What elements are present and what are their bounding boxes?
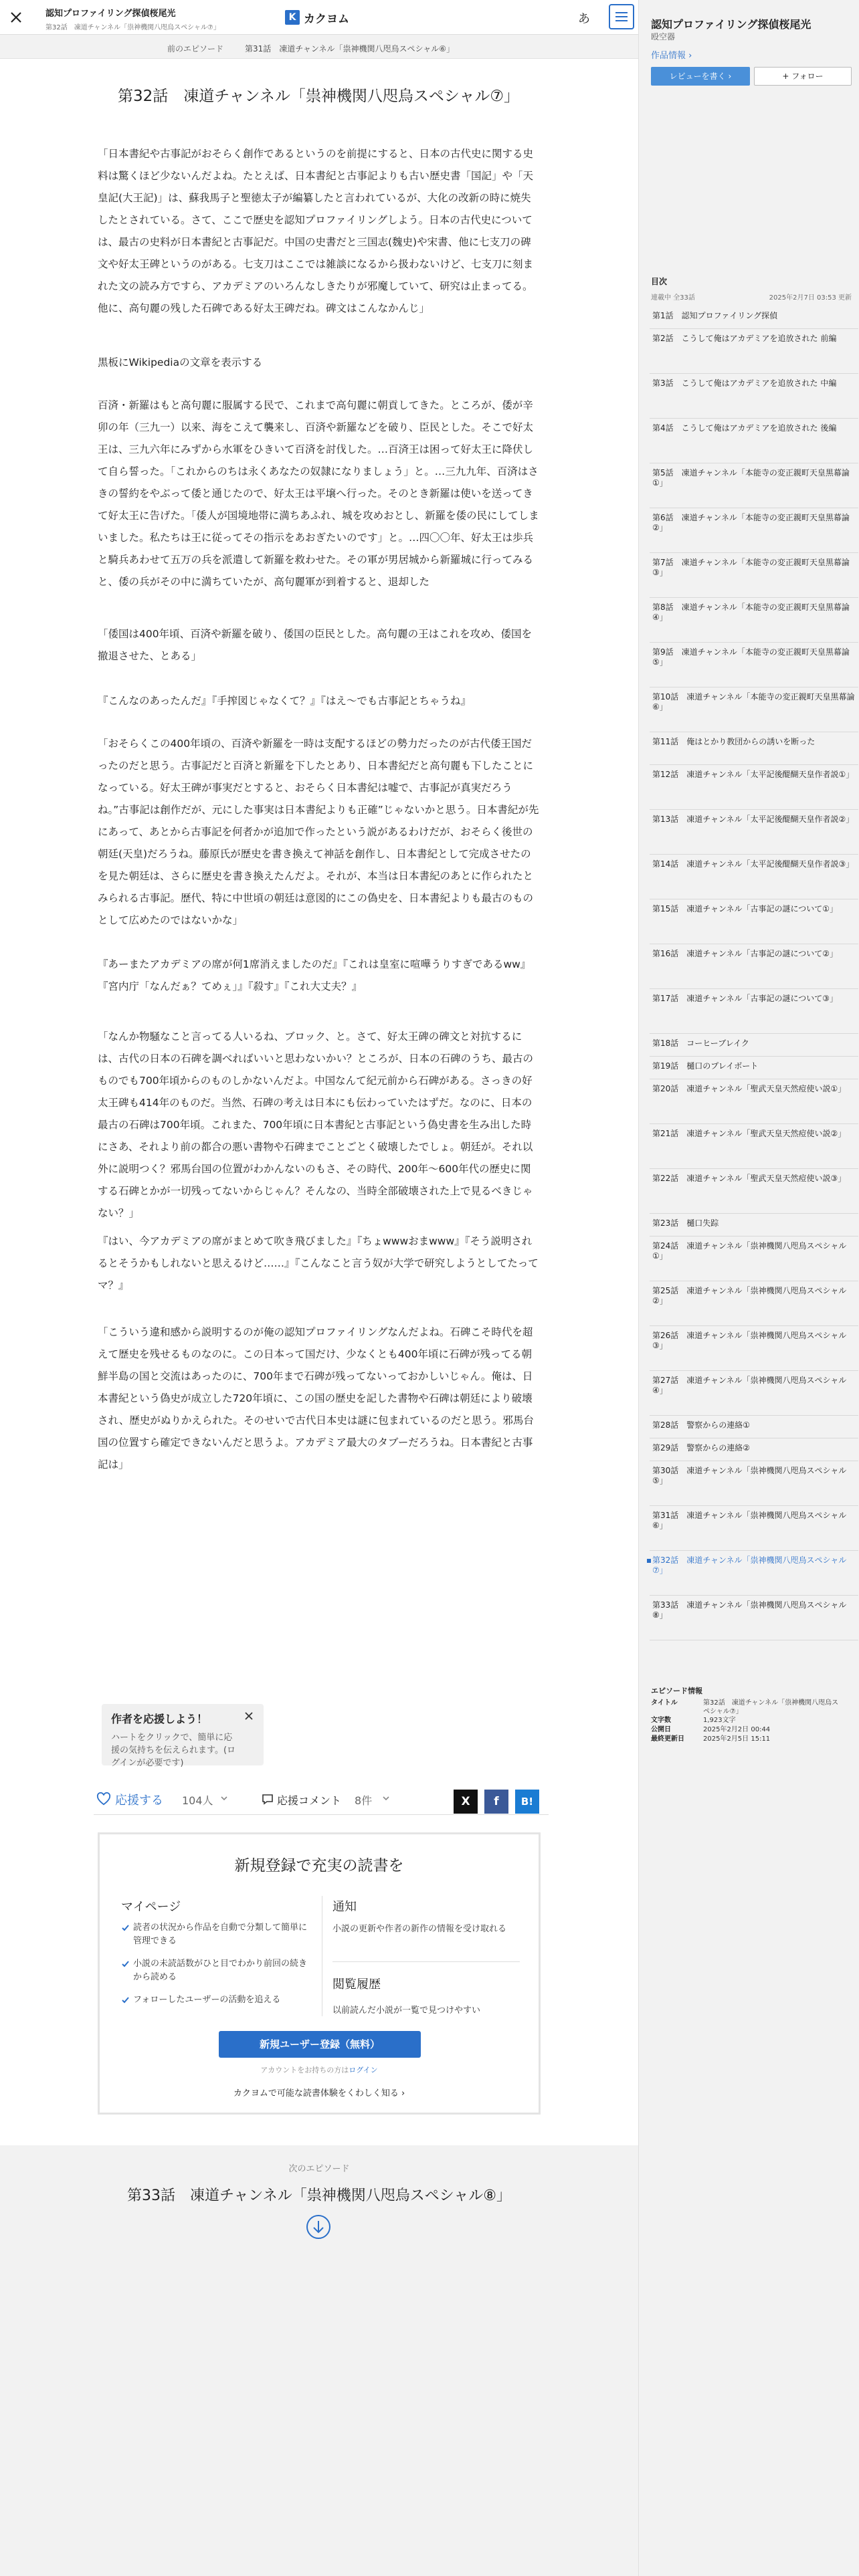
- episode-info-key: 文字数: [651, 1717, 671, 1724]
- cheer-popup-body: ハートをクリックで、簡単に応援の気持ちを伝えられます。(ログインが必要です): [111, 1733, 236, 1768]
- toc-item[interactable]: 第31話 凍道チャンネル「祟神機関八咫烏スペシャル⑥」: [650, 1506, 858, 1551]
- mypage-feature: [121, 1957, 311, 1984]
- episode-info-value: 2025年2月5日 15:11: [703, 1735, 771, 1743]
- toc-item[interactable]: 第4話 こうして俺はアカデミアを追放された 後編: [650, 419, 858, 463]
- episode-info-key: タイトル: [651, 1699, 678, 1707]
- toc-status: 連載中 全33話: [651, 294, 695, 302]
- episode-title: 第32話 凍道チャンネル「祟神機関八咫烏スペシャル⑦」: [117, 88, 520, 105]
- chevron-down-icon[interactable]: [381, 1794, 391, 1803]
- toc-item[interactable]: 第3話 こうして俺はアカデミアを追放された 中編: [650, 374, 858, 419]
- work-info-link[interactable]: [651, 48, 692, 61]
- mypage-heading: マイページ: [121, 1900, 181, 1914]
- toc-item[interactable]: 第30話 凍道チャンネル「祟神機関八咫烏スペシャル⑤」: [650, 1461, 858, 1506]
- comment-button[interactable]: 応援コメント: [277, 1794, 342, 1807]
- signup-button[interactable]: 新規ユーザー登録（無料）: [219, 2031, 421, 2058]
- toc-item[interactable]: 第26話 凍道チャンネル「祟神機関八咫烏スペシャル③」: [650, 1326, 858, 1371]
- toc-item[interactable]: 第22話 凍道チャンネル「聖武天皇天然痘使い説③」: [650, 1169, 858, 1214]
- sidebar-work-header: [639, 0, 859, 201]
- learn-more-text: カクヨムで可能な読書体験をくわしく知る: [233, 2088, 399, 2099]
- action-row: [94, 1787, 549, 1815]
- mypage-feature: [121, 1921, 311, 1948]
- toc-heading: 目次: [651, 277, 668, 286]
- toc-item[interactable]: 第29話 警察からの連絡②: [650, 1438, 858, 1461]
- login-prefix: アカウントをお持ちの方は: [260, 2066, 349, 2074]
- toc-item[interactable]: 第12話 凍道チャンネル「太平記後醍醐天皇作者説①」: [650, 765, 858, 810]
- font-settings-button[interactable]: あ: [578, 12, 590, 26]
- sidebar-work-title[interactable]: 認知プロファイリング探偵桜尾光: [651, 18, 812, 31]
- comment-count[interactable]: 8件: [355, 1794, 373, 1807]
- toc-item[interactable]: 第19話 樋口のプレイボート: [650, 1057, 858, 1079]
- arrow-down-circle-icon[interactable]: [305, 2214, 332, 2240]
- paragraph: 「日本書紀や古事記がおそらく創作であるというのを前提にすると、日本の古代史に関する史料は驚くほど少ないんだよね。たとえば、日本書紀と古事記よりも古い歴史書「国記」や「天皇記(大王記)」は、蘇我馬子と聖徳太子が編纂したと言われているが、大化の改新の時に焼失したとされている。さて、ここで歴史を認知プロファイリングしよう。日本の古代史については、最古の史料が日本書紀と古事記だ。中国の史書だと三国志(魏史)や宋書、他に七支刀の碑文や好太王碑というのがある。七支刀はここでは雑談になるから扱わないけど、七支刀に刻まれた文の読み方ですら、アカデミアのいろんなしきたりが邪魔していて、研究は止まってる。他に、高句麗の残した石碑である好太王碑だね。碑文はこんなかんじ」: [98, 148, 534, 314]
- toc-item[interactable]: 第11話 俺はとかり教団からの誘いを断った: [650, 732, 858, 765]
- work-title-link[interactable]: 認知プロファイリング探偵桜尾光: [45, 9, 176, 19]
- next-episode: [0, 2145, 638, 2246]
- mypage-feature-text: 小説の未読話数がひと目でわかり前回の続きから読める: [133, 1959, 308, 1982]
- prev-episode-title[interactable]: 第31話 凍道チャンネル「祟神機関八咫烏スペシャル⑥」: [245, 44, 455, 53]
- toc-item[interactable]: 第27話 凍道チャンネル「祟神機関八咫烏スペシャル④」: [650, 1371, 858, 1416]
- toc-item[interactable]: 第15話 凍道チャンネル「古事記の謎について①」: [650, 899, 858, 944]
- toc-item[interactable]: 第33話 凍道チャンネル「祟神機関八咫烏スペシャル⑧」: [650, 1596, 858, 1640]
- write-review-button[interactable]: [651, 67, 750, 86]
- paragraph: 『はい、今アカデミアの席がまとめて吹き飛びました』『ちょwwwおまwww』『そう説明されるとそうかもしれないと思えるけど……』『こんなこと言う奴が大学で研究しようとしてたってマ？』: [98, 1235, 539, 1291]
- toc-item[interactable]: 第2話 こうして俺はアカデミアを追放された 前編: [650, 329, 858, 374]
- support-button[interactable]: 応援する: [115, 1794, 163, 1808]
- toc-item[interactable]: 第13話 凍道チャンネル「太平記後醍醐天皇作者説②」: [650, 810, 858, 855]
- paragraph: 「倭国は400年頃、百済や新羅を破り、倭国の臣民とした。高句麗の王はこれを攻め、倭国を撤退させた、とある」: [98, 628, 532, 662]
- episode-navbar: [0, 35, 638, 59]
- paragraph: 百済・新羅はもと高句麗に服属する民で、これまで高句麗に朝貢してきた。ところが、倭が辛卯の年（三九一）以来、海をこえて襲来し、百済や新羅などを破り、臣民とした。そこで好太王は、三九六年にみずから水軍をひきいて百済を討伐した。…百済王は困って好太王に降伏して自ら誓った。「これからのちは永くあなたの奴隷になりましょう」と。…三九九年、百済はさきの誓約をやぶって倭と通じたので、好太王は平壌へ行った。そのとき新羅は使いを送ってきて好太王に告げた。「倭人が国境地帯に満ちあふれ、城を攻めおとし、新羅を倭の民にしてしまいました。私たちは王に従ってその指示をあおぎたいのです」と。…四〇〇年、好太王は歩兵と騎兵あわせて五万の兵を派遣して新羅を救わせた。その軍が男居城から新羅城に行ってみると、倭の兵がその中に満ちていたが、高句麗軍が到着すると、退却した: [98, 399, 539, 588]
- toc-item[interactable]: 第28話 警察からの連絡①: [650, 1416, 858, 1438]
- learn-more-link[interactable]: [100, 2086, 539, 2099]
- episode-info-key: 公開日: [651, 1726, 671, 1733]
- login-note: [100, 2064, 539, 2075]
- check-icon: [121, 1996, 130, 2004]
- toc-item[interactable]: 第20話 凍道チャンネル「聖武天皇天然痘使い説①」: [650, 1079, 858, 1124]
- share-facebook-button[interactable]: f: [484, 1790, 508, 1814]
- toc-item[interactable]: 第6話 凍道チャンネル「本能寺の変正親町天皇黒幕論②」: [650, 508, 858, 553]
- chevron-right-icon: ›: [688, 51, 692, 61]
- chevron-right-icon: ›: [401, 2088, 405, 2099]
- history-heading: 閲覧履歴: [332, 1977, 381, 1992]
- next-episode-label: 次のエピソード: [288, 2164, 350, 2174]
- episode-info-key: 最終更新日: [651, 1735, 684, 1743]
- close-icon[interactable]: [7, 8, 25, 27]
- signup-title: 新規登録で充実の読書を: [234, 1857, 404, 1874]
- logo-mark: K: [285, 10, 300, 25]
- toc-meta: [651, 292, 852, 302]
- sidebar-author[interactable]: 殴空器: [651, 32, 676, 41]
- toc-item[interactable]: 第17話 凍道チャンネル「古事記の謎について③」: [650, 989, 858, 1034]
- support-count[interactable]: 104人: [182, 1794, 213, 1807]
- toc-item[interactable]: 第14話 凍道チャンネル「太平記後醍醐天皇作者説③」: [650, 855, 858, 899]
- toc-item[interactable]: 第9話 凍道チャンネル「本能寺の変正親町天皇黒幕論⑤」: [650, 643, 858, 687]
- share-x-button[interactable]: X: [454, 1790, 478, 1814]
- paragraph: 黒板にWikipediaの文章を表示する: [98, 356, 263, 368]
- notice-body: 小説の更新や作者の新作の情報を受け取れる: [332, 1924, 507, 1934]
- chevron-right-icon: ›: [728, 72, 732, 81]
- history-body: 以前読んだ小説が一覧で見つけやすい: [332, 2006, 481, 2016]
- divider: [332, 1961, 520, 1962]
- toc-item[interactable]: 第10話 凍道チャンネル「本能寺の変正親町天皇黒幕論⑥」: [650, 687, 858, 732]
- toc-item[interactable]: 第24話 凍道チャンネル「祟神機関八咫烏スペシャル①」: [650, 1237, 858, 1281]
- follow-button[interactable]: [754, 67, 852, 86]
- plus-icon: +: [782, 72, 789, 81]
- toc-item[interactable]: 第1話 認知プロファイリング探偵: [650, 306, 858, 329]
- paragraph: 『こんなのあったんだ』『手搾図じゃなくて？』『はえ〜でも古事記とちゃうね』: [98, 695, 471, 707]
- mypage-feature: [121, 1994, 311, 2007]
- episode-info-value: 2025年2月2日 00:44: [703, 1726, 771, 1733]
- header-titles: [45, 6, 286, 31]
- toc-list: [650, 306, 858, 1640]
- episode-body: [0, 59, 638, 2145]
- episode-subtitle: 第32話 凍道チャンネル「祟神機関八咫烏スペシャル⑦」: [45, 24, 220, 31]
- toc-item[interactable]: 第5話 凍道チャンネル「本能寺の変正親町天皇黒幕論①」: [650, 463, 858, 508]
- paragraph: 「おそらくこの400年頃の、百済や新羅を一時は支配するほどの勢力だったのが古代倭王国だったのだと思う。古事記だと百済と新羅を下したとあり、日本書紀だと高句麗も下したことになっている。好太王碑が事実だとすると、おそらく日本書紀は嘘で、古事記が真実だろうね。”古事記は創作だが、元にした事実は日本書紀よりも正確”じゃないかと思う。日本書紀が先にあって、あとから古事記を何者かが追加で作ったという説があるわけだが、おそらく後世の朝廷(天皇)だろうね。藤原氏が歴史を書き換えて神話を創作し、日本書紀として完成させたのを見た朝廷は、さらに歴史を書き換えたんだよ。それが、本当は日本書紀のあとに作られたとみられる古事記。歴代、特に中世頃の朝廷は意図的にこの偽史を、日本書紀よりも最古のものとして広めたのではないかな」: [98, 738, 539, 926]
- menu-icon[interactable]: [609, 4, 634, 29]
- toc-item[interactable]: 第8話 凍道チャンネル「本能寺の変正親町天皇黒幕論④」: [650, 598, 858, 643]
- toc-item[interactable]: 第16話 凍道チャンネル「古事記の謎について②」: [650, 944, 858, 989]
- cheer-popup: [102, 1704, 264, 1768]
- heart-icon[interactable]: [96, 1792, 111, 1806]
- signup-panel: [98, 1832, 541, 2115]
- check-icon: [121, 1923, 130, 1932]
- close-icon[interactable]: [242, 1709, 256, 1723]
- review-label: レビューを書く: [669, 72, 726, 81]
- share-hatena-button[interactable]: B!: [515, 1790, 539, 1814]
- toc-item-current[interactable]: 第32話 凍道チャンネル「祟神機関八咫烏スペシャル⑦」: [650, 1551, 858, 1596]
- cheer-popup-title: 作者を応援しよう！: [111, 1713, 208, 1725]
- toc-item[interactable]: 第18話 コーヒーブレイク: [650, 1034, 858, 1057]
- paragraph: 「なんか物騒なこと言ってる人いるね、ブロック、と。さて、好太王碑の碑文と対抗するには、古代の日本の石碑を調べればいいと思わないかい？ところが、日本の石碑のうち、最古のものでも700年頃からのものしかないんだよ。中国なんて紀元前から石碑がある。さっきの好太王碑も414年のものだ。当然、石碑の考えは日本にも伝わっていたはずだ。なのに、日本の最古の石碑は700年頃。これまた、700年頃に日本書紀と古事記という偽史書を生み出した時にさあ、それより前の都合の悪い書物や石碑までことごとく破壊したでしょ。朝廷が。それ以外に説明つく？邪馬台国の位置がわかんないのもさ、その時代、200年〜600年代の歴史に関する石碑とかが一切残ってないからじゃん？そんなの、当時全部破壊された上で見るべきじゃない？」: [98, 1031, 534, 1219]
- episode-info-heading: エピソード情報: [651, 1687, 702, 1695]
- next-episode-link[interactable]: 第33話 凍道チャンネル「祟神機関八咫烏スペシャル⑧」: [127, 2187, 511, 2204]
- paragraph: 『あーまたアカデミアの席が何1席消えましたのだ』『これは皇室に喧嘩うりすぎであるww』『宮内庁「なんだぁ？てめぇ」』『殺す』『これ大丈夫？』: [98, 958, 531, 992]
- toc-item[interactable]: 第25話 凍道チャンネル「祟神機関八咫烏スペシャル②」: [650, 1281, 858, 1326]
- follow-label: フォロー: [791, 72, 824, 81]
- episode-info-value: 1,923文字: [703, 1717, 736, 1724]
- mypage-feature-text: フォローしたユーザーの活動を追える: [133, 1995, 281, 2005]
- check-icon: [121, 1959, 130, 1968]
- comment-icon[interactable]: [261, 1792, 274, 1806]
- login-link[interactable]: ログイン: [349, 2066, 378, 2074]
- toc-updated: 2025年2月7日 03:53 更新: [769, 294, 852, 302]
- sidebar: [638, 0, 859, 2576]
- episode-info-value: 第32話 凍道チャンネル「祟神機関八咫烏スペシャル⑦」: [703, 1699, 839, 1715]
- mypage-feature-text: 読者の状況から作品を自動で分類して簡単に管理できる: [133, 1923, 308, 1946]
- toc-item[interactable]: 第21話 凍道チャンネル「聖武天皇天然痘使い説②」: [650, 1124, 858, 1169]
- chevron-down-icon[interactable]: [219, 1794, 229, 1803]
- work-info-text: 作品情報: [651, 51, 686, 61]
- toc-item[interactable]: 第7話 凍道チャンネル「本能寺の変正親町天皇黒幕論③」: [650, 553, 858, 598]
- paragraph: 「こういう違和感から説明するのが俺の認知プロファイリングなんだよね。石碑こそ時代を超えて歴史を残せるものなのに。この日本って国だけ、少なくとも400年頃に石碑が残ってる朝鮮半島の国と交流はあったのに、700年まで石碑が残ってないっておかしいじゃん。俺は、日本書紀という偽史が成立した720年頃に、この国の歴史を記した書物や石碑は朝廷により破壊され、歴史がぬりかえられた。そのせいで古代日本史は謎に包まれているのだと思う。邪馬台国の位置すら確定できないんだと思うよ。アカデミア最大のタブーだろうね。日本書紀と古事記は」: [98, 1326, 534, 1471]
- prev-episode-link[interactable]: 前のエピソード: [167, 44, 224, 53]
- notice-heading: 通知: [332, 1900, 357, 1914]
- toc-item[interactable]: 第23話 樋口失踪: [650, 1214, 858, 1237]
- kakuyomu-logo[interactable]: [285, 8, 349, 27]
- logo-text: カクヨム: [304, 12, 349, 26]
